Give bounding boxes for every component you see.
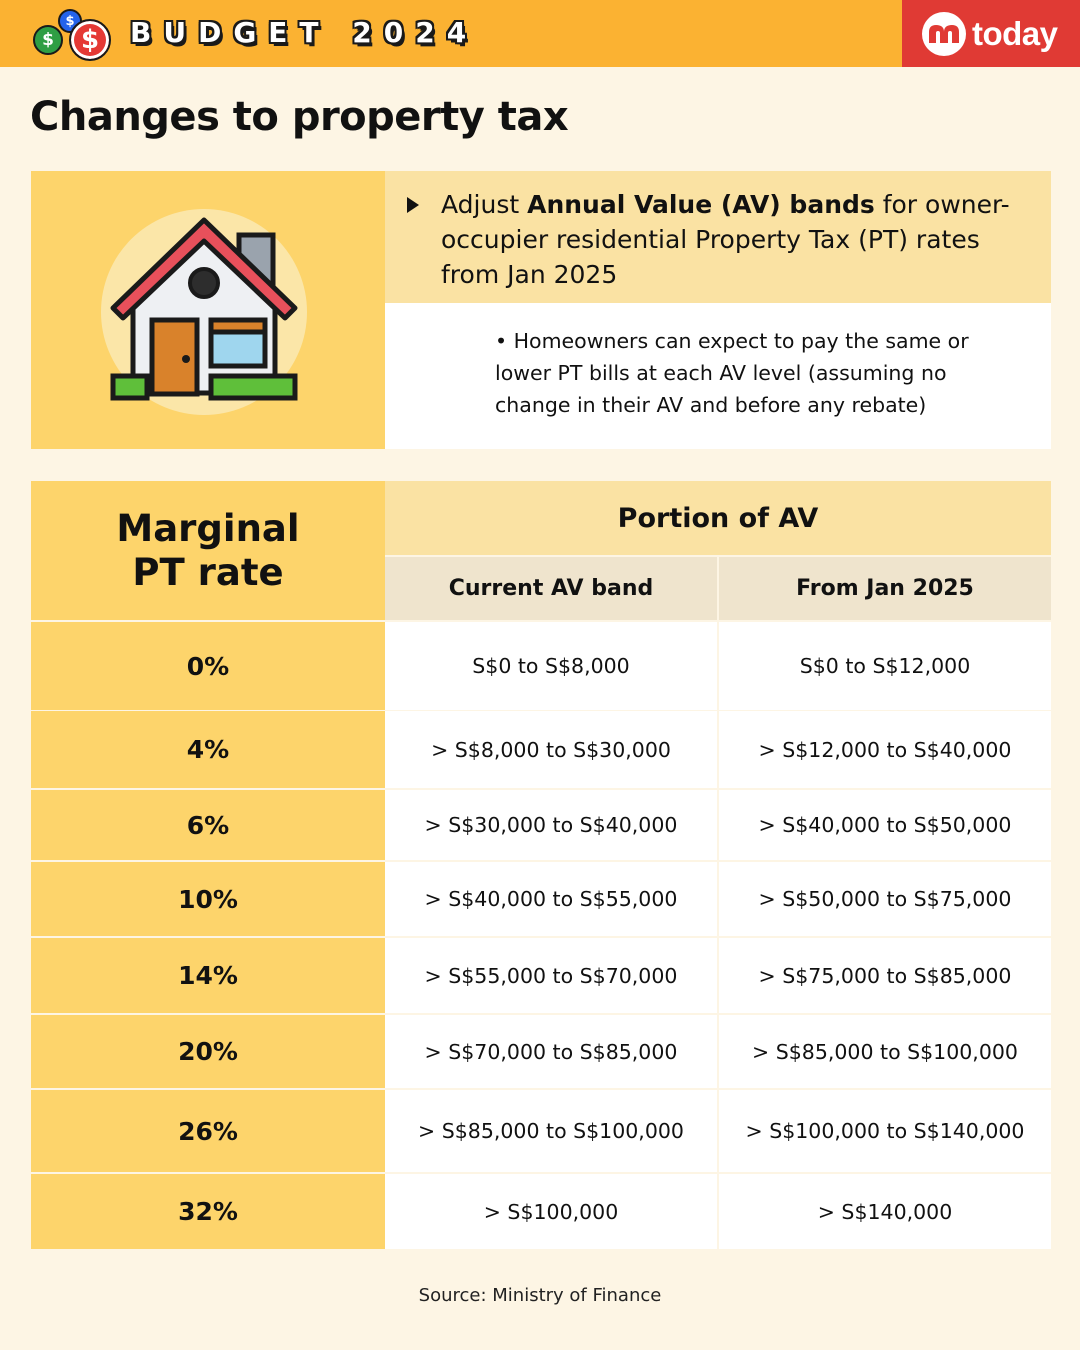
table-row — [31, 622, 1051, 710]
info-sub-text: • Homeowners can expect to pay the same or lower PT bills at each AV level (assuming no change in their AV and before any rebate) — [495, 329, 969, 417]
rate-cell: 32% — [31, 1174, 385, 1249]
property-tax-table — [31, 481, 1051, 1249]
current-band-cell: > S$100,000 — [385, 1174, 717, 1249]
current-band-cell: > S$40,000 to S$55,000 — [385, 862, 717, 936]
page-title: Changes to property tax — [30, 94, 569, 140]
rate-cell: 14% — [31, 938, 385, 1013]
current-band-cell: > S$30,000 to S$40,000 — [385, 790, 717, 860]
new-band-cell: > S$40,000 to S$50,000 — [719, 790, 1051, 860]
rate-cell: 6% — [31, 790, 385, 860]
coin-red-icon: $ — [69, 19, 111, 61]
current-band-cell: > S$85,000 to S$100,000 — [385, 1090, 717, 1172]
coin-blue-icon: $ — [58, 9, 82, 33]
table-row — [31, 1015, 1051, 1088]
brand-logo-block[interactable] — [902, 0, 1080, 67]
new-band-header: From Jan 2025 — [719, 557, 1051, 620]
arrow-bullet-icon — [407, 197, 419, 213]
coin-green-icon: $ — [33, 25, 63, 55]
table-row — [31, 862, 1051, 936]
budget-title: BUDGET 2024 — [130, 16, 479, 49]
table-row — [31, 790, 1051, 860]
new-band-cell: > S$75,000 to S$85,000 — [719, 938, 1051, 1013]
info-block — [31, 171, 1051, 449]
house-icon — [31, 171, 385, 449]
new-band-cell: > S$100,000 to S$140,000 — [719, 1090, 1051, 1172]
current-band-cell: S$0 to S$8,000 — [385, 622, 717, 710]
current-band-header: Current AV band — [385, 557, 717, 620]
rate-cell: 20% — [31, 1015, 385, 1088]
today-logo-icon — [922, 12, 966, 56]
current-band-cell: > S$55,000 to S$70,000 — [385, 938, 717, 1013]
info-main-text: Adjust Annual Value (AV) bands for owner-occupier residential Property Tax (PT) rates from Jan 2025 — [441, 190, 1010, 289]
table-row — [31, 938, 1051, 1013]
table-row — [31, 711, 1051, 788]
rate-cell: 10% — [31, 862, 385, 936]
new-band-cell: > S$50,000 to S$75,000 — [719, 862, 1051, 936]
info-main-point — [385, 171, 1051, 303]
new-band-cell: > S$12,000 to S$40,000 — [719, 711, 1051, 788]
coins-icon — [33, 9, 115, 61]
source-note: Source: Ministry of Finance — [418, 1285, 662, 1306]
new-band-cell: > S$85,000 to S$100,000 — [719, 1015, 1051, 1088]
table-row — [31, 1174, 1051, 1249]
current-band-cell: > S$70,000 to S$85,000 — [385, 1015, 717, 1088]
brand-name: today — [972, 14, 1058, 52]
rate-cell: 4% — [31, 711, 385, 788]
new-band-cell: > S$140,000 — [719, 1174, 1051, 1249]
portion-header: Portion of AV — [385, 481, 1051, 555]
info-sub-point — [385, 303, 1051, 449]
current-band-cell: > S$8,000 to S$30,000 — [385, 711, 717, 788]
table-row — [31, 1090, 1051, 1172]
rate-header: Marginal PT rate — [31, 481, 385, 620]
rate-cell: 26% — [31, 1090, 385, 1172]
house-illustration — [31, 171, 385, 449]
new-band-cell: S$0 to S$12,000 — [719, 622, 1051, 710]
rate-cell: 0% — [31, 622, 385, 710]
